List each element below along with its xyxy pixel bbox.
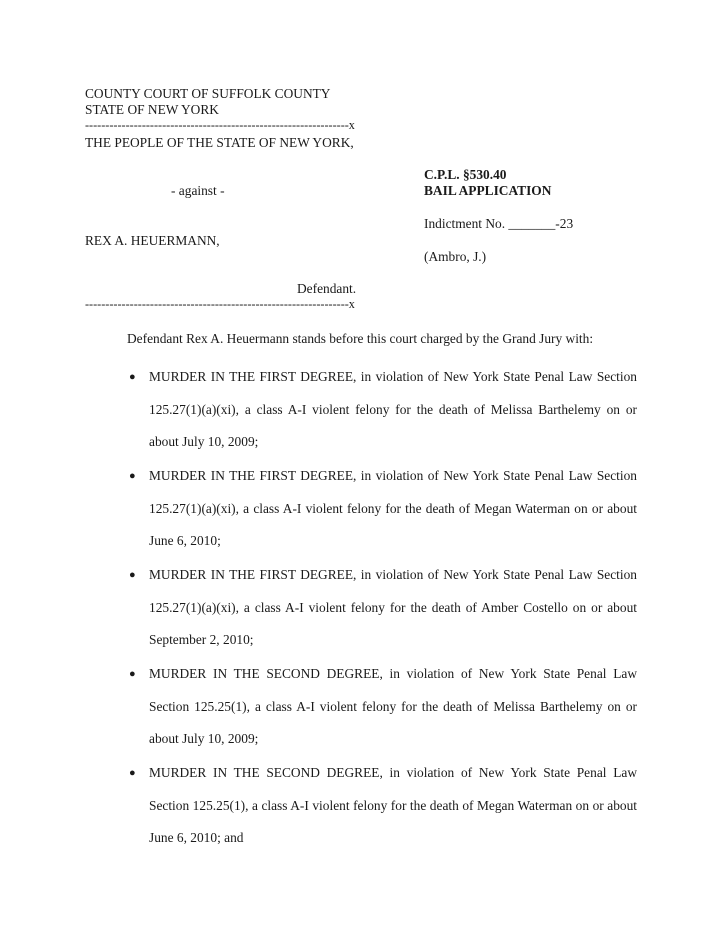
charge-item [129,757,637,855]
defendant-name: REX A. HEUERMANN, [85,233,220,248]
court-state: STATE OF NEW YORK [85,102,219,117]
judge-name: (Ambro, J.) [424,249,487,264]
bullet-icon: ● [129,569,136,581]
court-name: COUNTY COURT OF SUFFOLK COUNTY [85,86,331,101]
charge-item [129,658,637,756]
plaintiff-name: THE PEOPLE OF THE STATE OF NEW YORK, [85,135,354,150]
indictment-number: Indictment No. _______-23 [424,216,574,231]
against-label: - against - [171,183,225,198]
charge-item [129,559,637,657]
defendant-label: Defendant. [297,281,357,296]
charge-text: MURDER IN THE SECOND DEGREE, in violation of New York State Penal Law Section 125.25(1), a class A-I violent felony for the death of Melissa Barthelemy on or about July 10, 2009; [149,666,637,746]
charge-text: MURDER IN THE SECOND DEGREE, in violation of New York State Penal Law Section 125.25(1), a class A-I violent felony for the death of Megan Waterman on or about June 6, 2010; and [149,765,637,845]
intro-paragraph: Defendant Rex A. Heuermann stands before this court charged by the Grand Jury with: [127,331,594,346]
statute-citation: C.P.L. §530.40 [424,167,507,182]
caption-rule-top: -----------------------------------------------------------------x [85,118,355,132]
bullet-icon: ● [129,668,136,680]
charge-text: MURDER IN THE FIRST DEGREE, in violation of New York State Penal Law Section 125.27(1)(a)(xi), a class A-I violent felony for the death of Amber Costello on or about September 2, 2010; [149,567,637,647]
bullet-icon: ● [129,767,136,779]
document-title: BAIL APPLICATION [424,183,552,198]
bullet-icon: ● [129,470,136,482]
charge-item [129,361,637,459]
charge-text: MURDER IN THE FIRST DEGREE, in violation of New York State Penal Law Section 125.27(1)(a)(xi), a class A-I violent felony for the death of Megan Waterman on or about June 6, 2010; [149,468,637,548]
charge-text: MURDER IN THE FIRST DEGREE, in violation of New York State Penal Law Section 125.27(1)(a)(xi), a class A-I violent felony for the death of Melissa Barthelemy on or about July 10, 2009; [149,369,637,449]
bullet-icon: ● [129,371,136,383]
charge-item [129,460,637,558]
caption-rule-bottom: -----------------------------------------------------------------x [85,297,355,311]
charges-list [129,361,637,856]
